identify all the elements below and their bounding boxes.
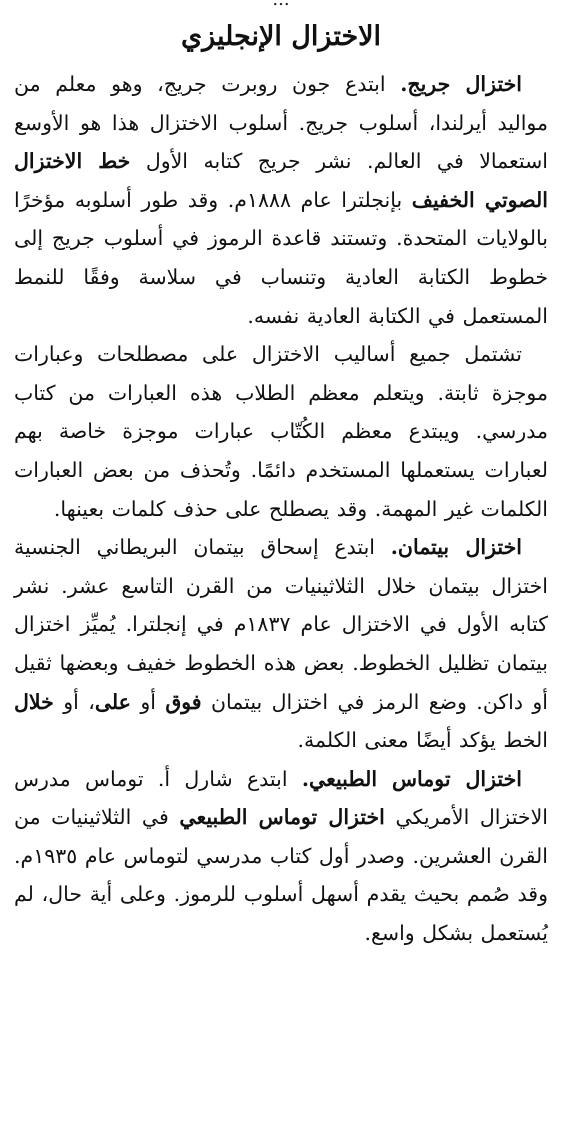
paragraph-heading: اختزال بيتمان.	[390, 535, 522, 560]
previous-text-fragment	[14, 0, 548, 1]
paragraph-text: ، أو	[53, 689, 95, 714]
paragraph-text: بإنجلترا عام ١٨٨٨م. وقد طور أسلوبه مؤخرًا بالولايات المتحدة. وتستند قاعدة الرموز في أسلوب جريج إلى خطوط الكتابة العادية وتنساب في سلاسة وفقًا للنمط المستعمل في الكتابة العادية نفسه.	[14, 187, 548, 328]
emphasis-word: على	[94, 689, 131, 714]
paragraph-text: ابتدع إسحاق بيتمان البريطاني الجنسية اختزال بيتمان خلال الثلاثينيات من القرن التاسع عشر. نشر كتابه الأول في الاختزال عام ١٨٣٧م في إنجلترا. يُميِّز اختزال بيتمان تظليل الخطوط. بعض هذه الخطوط خفيف وبعضها ثقيل أو داكن. وضع الرمز في اختزال بيتمان	[14, 535, 548, 714]
paragraph-pitman	[14, 528, 548, 760]
paragraph-text: في الثلاثينيات من القرن العشرين. وصدر أول كتاب مدرسي لتوماس عام ١٩٣٥م. وقد صُمم بحيث يقدم أسهل أسلوب للرموز. وعلى أية حال، لم يُستعمل بشكل واسع.	[14, 805, 548, 946]
paragraph-text: ابتدع جون روبرت جريج، وهو معلم من مواليد أيرلندا، أسلوب جريج. أسلوب الاختزال هذا هو الأوسع استعمالا في العالم. نشر جريج كتابه الأول	[14, 72, 548, 174]
paragraph-heading: اختزال جريج.	[400, 72, 522, 96]
paragraph-text: ابتدع شارل أ. توماس مدرس الاختزال الأمريكي	[14, 766, 548, 830]
paragraph-text: تشتمل جميع أساليب الاختزال على مصطلحات وعبارات موجزة ثابتة. ويتعلم معظم الطلاب هذه العبارات من كتاب مدرسي. ويبتدع معظم الكُتّاب عبارات موجزة خاصة بهم لعبارات يستعملها المستخدم دائمًا. وتُحذف من بعض العبارات الكلمات غير المهمة. وقد يصطلح على حذف كلمات بعينها.	[14, 342, 548, 521]
emphasis-word: خلال	[14, 689, 54, 714]
system-name: اختزال توماس الطبيعي	[179, 805, 385, 830]
book-title: خط الاختزال الصوتي الخفيف	[14, 149, 548, 212]
paragraph-text: الخط يؤكد أيضًا معنى الكلمة.	[297, 728, 548, 753]
paragraph-thomas	[14, 760, 548, 953]
paragraph-heading: اختزال توماس الطبيعي.	[301, 766, 522, 791]
section-title: الاختزال الإنجليزي	[180, 21, 382, 52]
paragraph-text: أو	[130, 689, 166, 714]
paragraph-gregg	[14, 65, 548, 335]
paragraph-phrases	[14, 335, 548, 528]
emphasis-word: فوق	[165, 689, 202, 714]
